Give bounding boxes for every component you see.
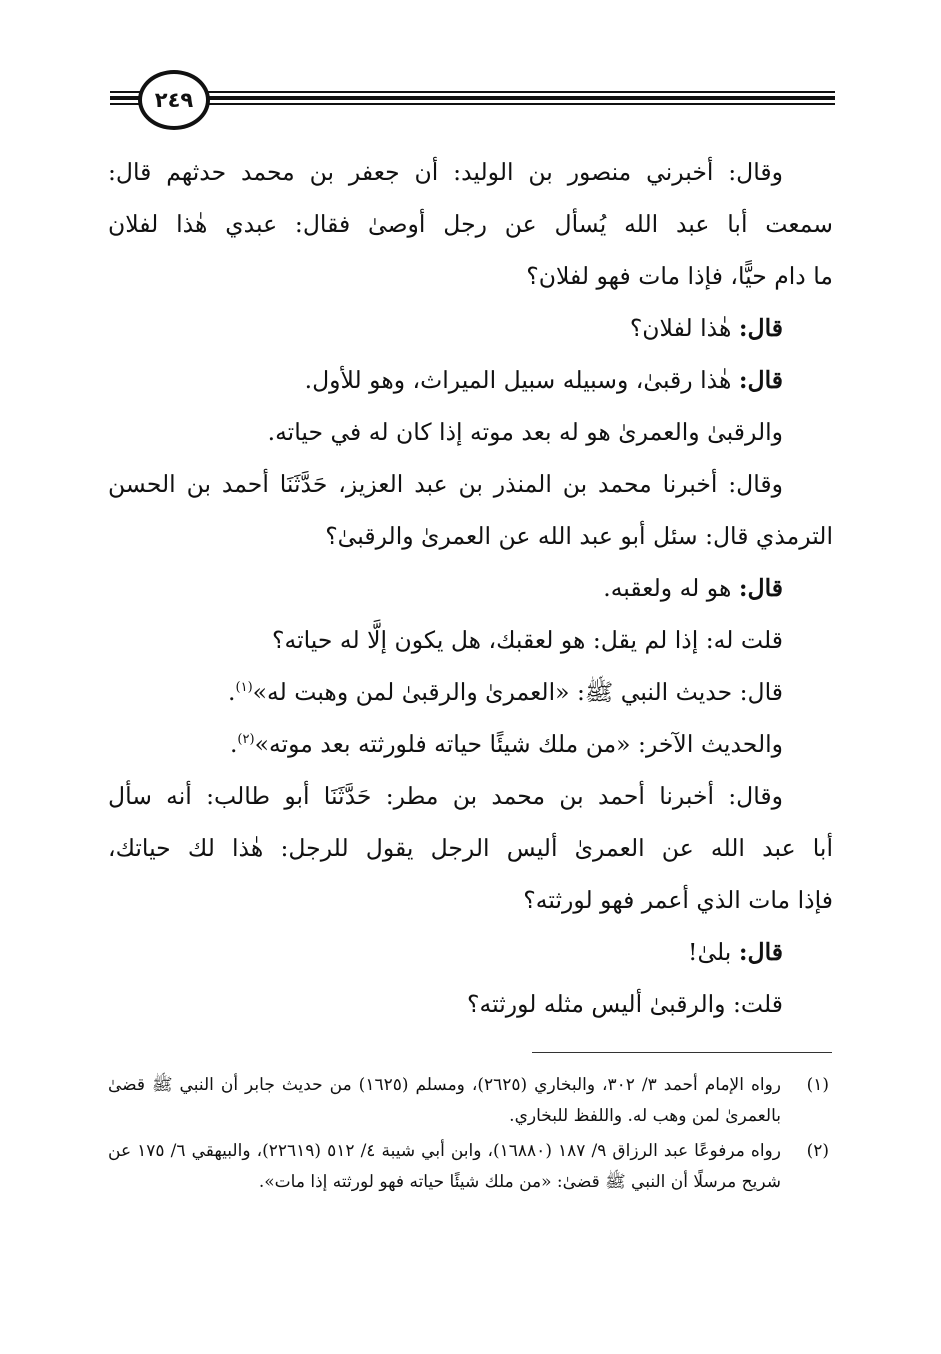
- qal-label: قال:: [738, 314, 783, 342]
- text-line: والرقبىٰ والعمرىٰ هو له بعد موته إذا كان له في حياته.: [267, 418, 783, 446]
- text-line: قلت له: إذا لم يقل: هو لعقبك، هل يكون إلَّا له حياته؟: [272, 626, 783, 654]
- qal-label: قال:: [738, 574, 783, 602]
- text-line: سمعت أبا عبد الله يُسأل عن رجل أوصىٰ فقال: عبدي هٰذا لفلان: [108, 210, 833, 238]
- footnote: [108, 1136, 833, 1198]
- qal-label: قال:: [738, 366, 783, 394]
- footnote: [108, 1070, 833, 1132]
- text-line: ما دام حيًّا، فإذا مات فهو لفلان؟: [526, 262, 833, 290]
- qal-label: قال:: [738, 938, 783, 966]
- footnote-text: رواه الإمام أحمد ٣/ ٣٠٢، والبخاري (٢٦٢٥)، ومسلم (١٦٢٥) من حديث جابر أن النبي ﷺ قضىٰ بالعمرىٰ لمن وهب له. واللفظ للبخاري.: [108, 1075, 782, 1126]
- text-line: وقال: أخبرنا محمد بن المنذر بن عبد العزيز، حَدَّثَنَا أحمد بن الحسن: [108, 470, 783, 498]
- page-header: [110, 70, 835, 130]
- text-line: قال: حديث النبي ﷺ: «العمرىٰ والرقبىٰ لمن وهبت له»$^{(١)}$.: [228, 678, 783, 706]
- text-line: فإذا مات الذي أعمر فهو لورثته؟: [523, 886, 833, 914]
- footnote-separator: [532, 1052, 832, 1053]
- header-rule: [110, 96, 835, 100]
- text-line: أبا عبد الله عن العمرىٰ أليس الرجل يقول للرجل: هٰذا لك حياتك،: [108, 834, 833, 862]
- footnote-ref: (١): [235, 680, 253, 696]
- text-line: قال: هٰذا رقبىٰ، وسبيله سبيل الميراث، وهو للأول.: [304, 366, 783, 394]
- footnote-ref: (٢): [237, 732, 255, 748]
- text-line: قلت: والرقبىٰ أليس مثله لورثته؟: [467, 990, 783, 1018]
- main-text: [108, 146, 833, 1030]
- footnote-text: رواه مرفوعًا عبد الرزاق ٩/ ١٨٧ (١٦٨٨٠)، وابن أبي شيبة ٤/ ٥١٢ (٢٢٦١٩)، والبيهقي ٦/ ١٧٥ عن شريح مرسلًا أن النبي ﷺ قضىٰ: «من ملك شيئًا حياته فهو لورثته إذا مات».: [108, 1141, 781, 1192]
- text-line: وقال: أخبرني منصور بن الوليد: أن جعفر بن محمد حدثهم قال:: [108, 158, 783, 186]
- text-line: والحديث الآخر: «من ملك شيئًا حياته فلورثته بعد موته»$^{(٢)}$.: [229, 730, 783, 758]
- footnote-number: (١): [806, 1075, 829, 1095]
- header-rule: [110, 103, 835, 105]
- text-line: وقال: أخبرنا أحمد بن محمد بن مطر: حَدَّثَنَا أبو طالب: أنه سأل: [108, 782, 783, 810]
- text-line: قال: هٰذا لفلان؟: [629, 314, 783, 342]
- text-line: قال: هو له ولعقبه.: [603, 574, 783, 602]
- page-number: ٢٤٩: [138, 70, 210, 130]
- footnote-number: (٢): [806, 1141, 829, 1161]
- footnotes: [108, 1070, 833, 1198]
- header-rule: [110, 91, 835, 93]
- text-line: قال: بلىٰ!: [688, 938, 783, 966]
- text-line: الترمذي قال: سئل أبو عبد الله عن العمرىٰ والرقبىٰ؟: [325, 522, 833, 550]
